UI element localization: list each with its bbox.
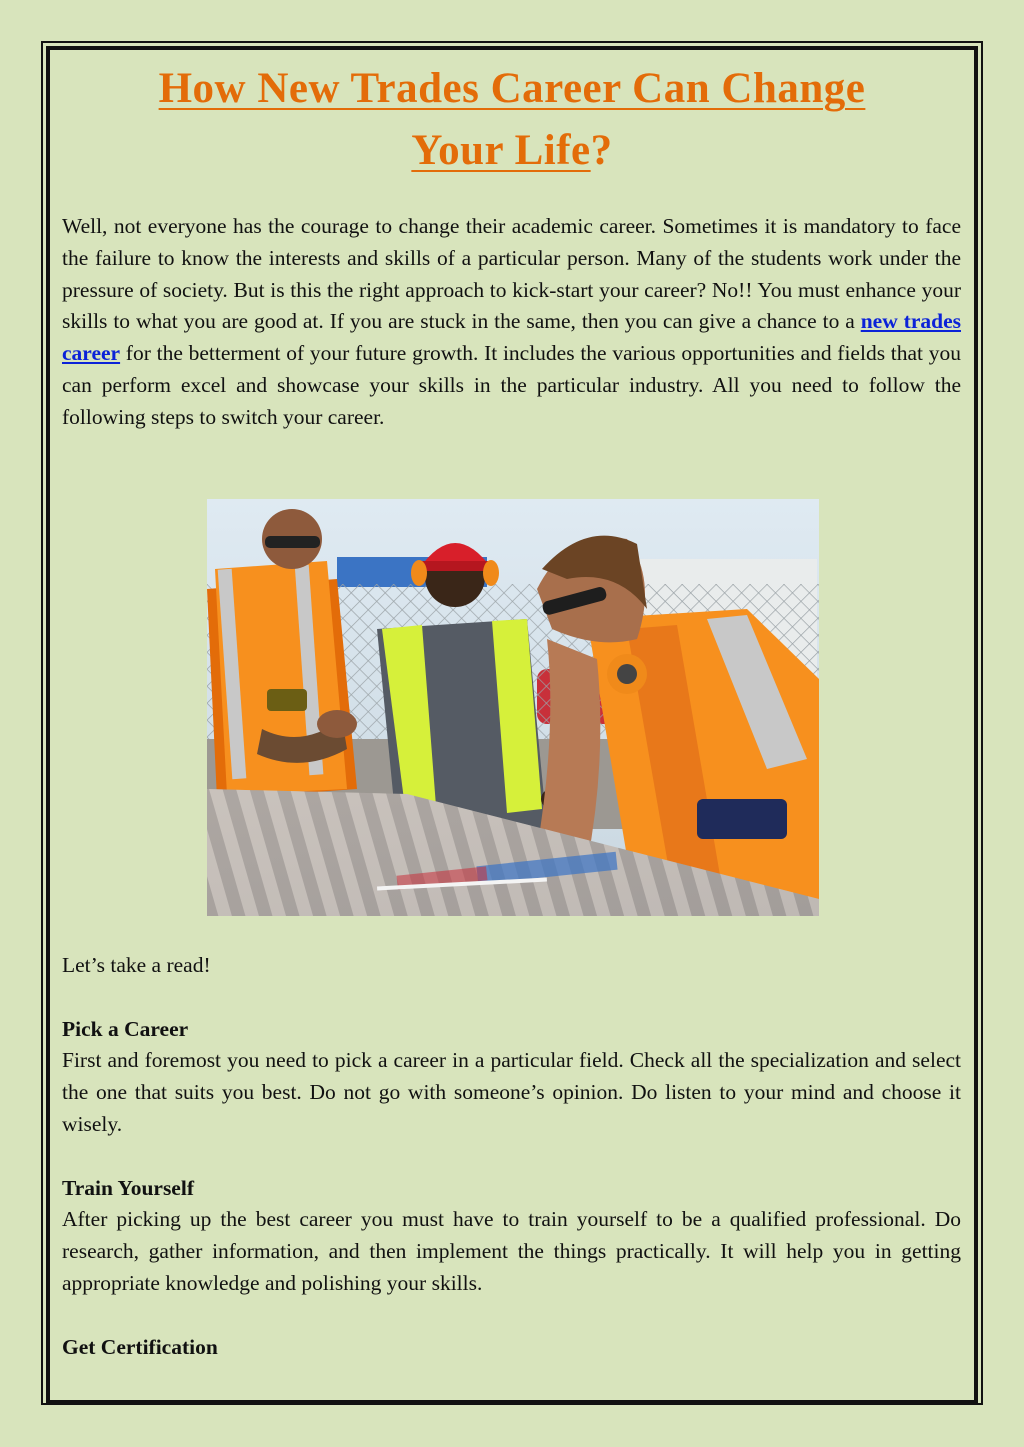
section-heading-train-yourself: Train Yourself	[62, 1176, 194, 1200]
title-line-1: How New Trades Career Can Change	[158, 65, 866, 112]
new-trades-career-link[interactable]: new trades career	[62, 309, 961, 366]
section-body-pick-a-career: First and foremost you need to pick a career in a particular field. Check all the specialization and select the one that suits you best. Do not go with someone’s opinion. Do listen to your mind and choose it wisely.	[62, 1048, 961, 1136]
title-line-2: Your Life	[411, 127, 591, 174]
lead-in-text: Let’s take a read!	[62, 953, 211, 977]
page-title	[62, 58, 962, 182]
section-heading-get-certification: Get Certification	[62, 1335, 218, 1359]
trades-workers-illustration	[207, 499, 819, 916]
title-question-mark: ?	[590, 127, 613, 174]
section-heading-pick-a-career: Pick a Career	[62, 1017, 189, 1041]
section-body-train-yourself: After picking up the best career you must have to train yourself to be a qualified professional. Do research, gather information, and then implement the things practically. It will help you in getting appropriate knowledge and polishing your skills.	[62, 1207, 961, 1295]
intro-text-after-link: for the betterment of your future growth. It includes the various opportunities and fields that you can perform excel and showcase your skills in the particular industry. All you need to follow the following steps to switch your career.	[62, 341, 961, 429]
trades-workers-photo	[207, 499, 819, 916]
intro-paragraph	[62, 211, 961, 434]
intro-text-before-link: Well, not everyone has the courage to change their academic career. Sometimes it is mandatory to face the failure to know the interests and skills of a particular person. Many of the students work under the pressure of society. But is this the right approach to kick-start your career? No!! You must enhance your skills to what you are good at. If you are stuck in the same, then you can give a chance to a	[62, 214, 961, 334]
